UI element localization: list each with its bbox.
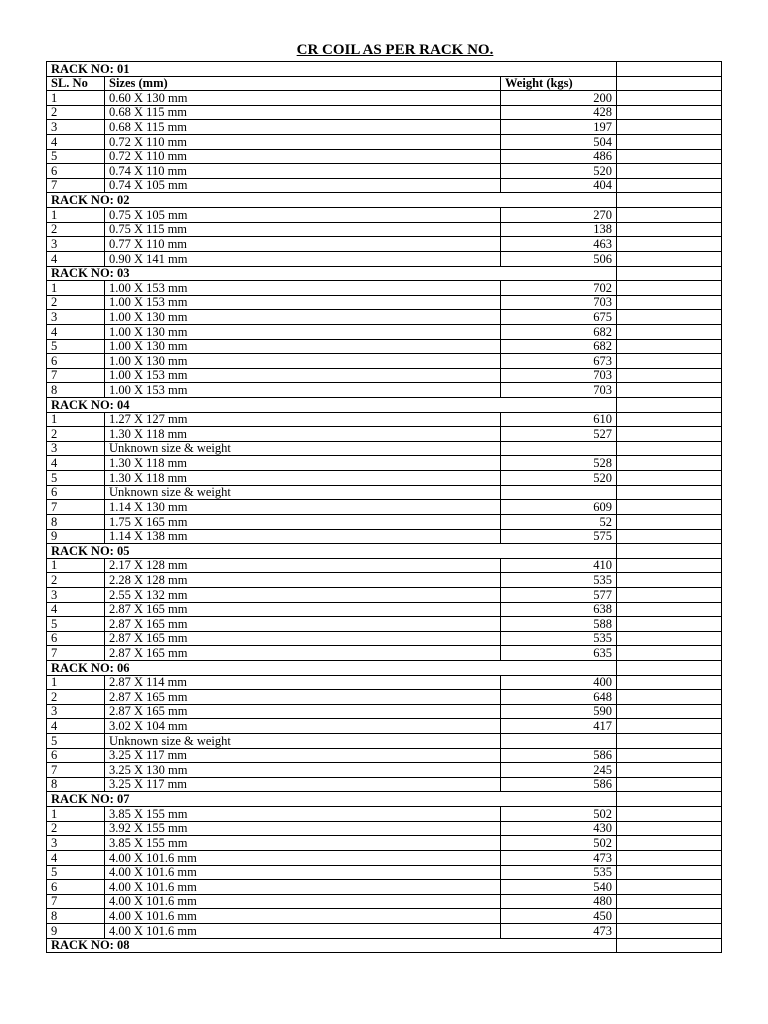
extra-cell [617,602,722,617]
rack-label: RACK NO: 08 [47,938,617,953]
size-cell: Unknown size & weight [105,441,501,456]
table-row [47,135,722,150]
weight-cell: 586 [501,777,617,792]
size-cell: 3.25 X 130 mm [105,763,501,778]
extra-cell [617,339,722,354]
size-cell: 1.00 X 153 mm [105,281,501,296]
weight-cell [501,441,617,456]
size-cell: 3.25 X 117 mm [105,777,501,792]
extra-cell [617,690,722,705]
sl-cell: 3 [47,120,105,135]
weight-cell: 504 [501,135,617,150]
weight-cell: 610 [501,412,617,427]
sl-cell: 6 [47,748,105,763]
size-cell: 0.72 X 110 mm [105,149,501,164]
sl-cell: 5 [47,149,105,164]
extra-cell [617,777,722,792]
sl-cell: 3 [47,310,105,325]
table-row [47,734,722,749]
weight-cell: 535 [501,631,617,646]
size-cell: 0.60 X 130 mm [105,91,501,106]
size-cell: 1.00 X 130 mm [105,339,501,354]
extra-cell [617,471,722,486]
table-row [47,514,722,529]
extra-cell [617,763,722,778]
sl-cell: 7 [47,500,105,515]
extra-cell [617,120,722,135]
sl-cell: 1 [47,558,105,573]
table-row [47,836,722,851]
sl-cell: 8 [47,514,105,529]
sl-cell: 9 [47,923,105,938]
table-row [47,339,722,354]
size-cell: 2.87 X 165 mm [105,617,501,632]
size-cell: 0.68 X 115 mm [105,120,501,135]
weight-cell: 486 [501,149,617,164]
size-cell: 3.85 X 155 mm [105,836,501,851]
size-cell: Unknown size & weight [105,485,501,500]
table-row [47,690,722,705]
table-row [47,164,722,179]
sl-cell: 6 [47,631,105,646]
extra-cell [617,573,722,588]
weight-cell: 52 [501,514,617,529]
rack-extra-cell [617,660,722,675]
table-row [47,617,722,632]
weight-cell: 463 [501,237,617,252]
weight-cell: 138 [501,222,617,237]
weight-cell: 197 [501,120,617,135]
extra-cell [617,529,722,544]
size-cell: 2.55 X 132 mm [105,587,501,602]
sl-cell: 5 [47,617,105,632]
rack-extra-cell [617,193,722,208]
weight-cell: 506 [501,251,617,266]
rack-extra-cell [617,398,722,413]
sl-cell: 7 [47,894,105,909]
rack-label: RACK NO: 07 [47,792,617,807]
table-row [47,909,722,924]
size-cell: 2.87 X 165 mm [105,704,501,719]
page-title: CR COIL AS PER RACK NO. [296,42,494,58]
size-cell: 1.14 X 138 mm [105,529,501,544]
size-cell: 1.00 X 153 mm [105,295,501,310]
extra-cell [617,324,722,339]
extra-cell [617,427,722,442]
table-row [47,704,722,719]
table-row [47,602,722,617]
table-row [47,412,722,427]
size-cell: 2.17 X 128 mm [105,558,501,573]
size-cell: 0.74 X 110 mm [105,164,501,179]
size-cell: 4.00 X 101.6 mm [105,850,501,865]
table-row [47,105,722,120]
extra-cell [617,850,722,865]
extra-cell [617,587,722,602]
weight-cell: 540 [501,880,617,895]
extra-cell [617,675,722,690]
table-row [47,251,722,266]
sl-cell: 8 [47,909,105,924]
table-row [47,383,722,398]
size-cell: 0.75 X 105 mm [105,208,501,223]
extra-cell [617,865,722,880]
sl-cell: 2 [47,105,105,120]
column-header-extra [617,76,722,91]
size-cell: 2.28 X 128 mm [105,573,501,588]
sl-cell: 3 [47,836,105,851]
weight-cell [501,485,617,500]
weight-cell: 410 [501,558,617,573]
rack-header-row [47,193,722,208]
sl-cell: 4 [47,456,105,471]
extra-cell [617,500,722,515]
extra-cell [617,149,722,164]
table-row [47,295,722,310]
extra-cell [617,617,722,632]
sl-cell: 4 [47,719,105,734]
size-cell: 4.00 X 101.6 mm [105,894,501,909]
size-cell: 1.00 X 153 mm [105,368,501,383]
rack-label: RACK NO: 04 [47,398,617,413]
weight-cell: 648 [501,690,617,705]
size-cell: 0.72 X 110 mm [105,135,501,150]
table-row [47,821,722,836]
table-row [47,894,722,909]
rack-header-row [47,660,722,675]
size-cell: 1.00 X 130 mm [105,324,501,339]
rack-label: RACK NO: 01 [47,62,617,77]
sl-cell: 1 [47,807,105,822]
size-cell: 3.02 X 104 mm [105,719,501,734]
weight-cell: 575 [501,529,617,544]
extra-cell [617,485,722,500]
size-cell: 4.00 X 101.6 mm [105,909,501,924]
sl-cell: 4 [47,135,105,150]
weight-cell: 635 [501,646,617,661]
sl-cell: 3 [47,704,105,719]
extra-cell [617,734,722,749]
extra-cell [617,164,722,179]
table-row [47,120,722,135]
rack-label: RACK NO: 03 [47,266,617,281]
sl-cell: 1 [47,208,105,223]
sl-cell: 3 [47,587,105,602]
sl-cell: 5 [47,471,105,486]
weight-cell: 404 [501,178,617,193]
sl-cell: 5 [47,734,105,749]
sl-cell: 2 [47,295,105,310]
sl-cell: 1 [47,675,105,690]
weight-cell: 473 [501,923,617,938]
extra-cell [617,281,722,296]
extra-cell [617,295,722,310]
extra-cell [617,923,722,938]
extra-cell [617,354,722,369]
rack-extra-cell [617,938,722,953]
extra-cell [617,412,722,427]
weight-cell: 417 [501,719,617,734]
weight-cell: 703 [501,295,617,310]
sl-cell: 6 [47,354,105,369]
weight-cell: 638 [501,602,617,617]
rack-label: RACK NO: 02 [47,193,617,208]
column-header-row [47,76,722,91]
weight-cell: 535 [501,573,617,588]
table-row [47,777,722,792]
size-cell: 2.87 X 165 mm [105,602,501,617]
sl-cell: 8 [47,383,105,398]
extra-cell [617,631,722,646]
size-cell: 1.30 X 118 mm [105,427,501,442]
rack-extra-cell [617,62,722,77]
extra-cell [617,368,722,383]
sl-cell: 2 [47,427,105,442]
size-cell: 1.27 X 127 mm [105,412,501,427]
sl-cell: 5 [47,865,105,880]
table-row [47,485,722,500]
table-row [47,208,722,223]
extra-cell [617,237,722,252]
weight-cell: 703 [501,383,617,398]
weight-cell: 520 [501,471,617,486]
table-row [47,850,722,865]
table-row [47,149,722,164]
sl-cell: 4 [47,602,105,617]
table-row [47,865,722,880]
extra-cell [617,222,722,237]
sl-cell: 3 [47,441,105,456]
size-cell: 2.87 X 165 mm [105,631,501,646]
table-row [47,368,722,383]
column-header-weight: Weight (kgs) [501,76,617,91]
rack-extra-cell [617,792,722,807]
table-row [47,456,722,471]
rack-header-row [47,938,722,953]
weight-cell: 200 [501,91,617,106]
rack-header-row [47,62,722,77]
extra-cell [617,208,722,223]
sl-cell: 2 [47,573,105,588]
extra-cell [617,310,722,325]
extra-cell [617,558,722,573]
extra-cell [617,909,722,924]
weight-cell: 702 [501,281,617,296]
table-row [47,558,722,573]
size-cell: 0.75 X 115 mm [105,222,501,237]
size-cell: 1.00 X 130 mm [105,310,501,325]
extra-cell [617,880,722,895]
table-row [47,587,722,602]
table-row [47,646,722,661]
sl-cell: 7 [47,763,105,778]
weight-cell: 270 [501,208,617,223]
extra-cell [617,178,722,193]
sl-cell: 7 [47,178,105,193]
sl-cell: 6 [47,164,105,179]
extra-cell [617,836,722,851]
rack-header-row [47,544,722,559]
sl-cell: 6 [47,485,105,500]
table-row [47,748,722,763]
size-cell: 2.87 X 165 mm [105,646,501,661]
table-row [47,91,722,106]
sl-cell: 3 [47,237,105,252]
sl-cell: 4 [47,251,105,266]
table-row [47,222,722,237]
table-row [47,500,722,515]
weight-cell: 588 [501,617,617,632]
weight-cell: 480 [501,894,617,909]
weight-cell [501,734,617,749]
size-cell: 1.00 X 153 mm [105,383,501,398]
table-row [47,178,722,193]
size-cell: 1.75 X 165 mm [105,514,501,529]
extra-cell [617,719,722,734]
table-row [47,310,722,325]
weight-cell: 703 [501,368,617,383]
rack-table [46,61,722,953]
weight-cell: 609 [501,500,617,515]
table-row [47,441,722,456]
size-cell: 0.90 X 141 mm [105,251,501,266]
extra-cell [617,514,722,529]
size-cell: 0.77 X 110 mm [105,237,501,252]
extra-cell [617,383,722,398]
weight-cell: 527 [501,427,617,442]
column-header-size: Sizes (mm) [105,76,501,91]
table-row [47,631,722,646]
table-row [47,237,722,252]
size-cell: 4.00 X 101.6 mm [105,923,501,938]
rack-header-row [47,398,722,413]
weight-cell: 682 [501,339,617,354]
extra-cell [617,821,722,836]
extra-cell [617,135,722,150]
weight-cell: 535 [501,865,617,880]
size-cell: 4.00 X 101.6 mm [105,880,501,895]
weight-cell: 673 [501,354,617,369]
weight-cell: 245 [501,763,617,778]
weight-cell: 520 [501,164,617,179]
weight-cell: 450 [501,909,617,924]
weight-cell: 502 [501,807,617,822]
rack-header-row [47,792,722,807]
sl-cell: 9 [47,529,105,544]
weight-cell: 473 [501,850,617,865]
weight-cell: 590 [501,704,617,719]
size-cell: 1.00 X 130 mm [105,354,501,369]
sl-cell: 7 [47,368,105,383]
extra-cell [617,251,722,266]
size-cell: 2.87 X 165 mm [105,690,501,705]
table-row [47,529,722,544]
extra-cell [617,441,722,456]
sl-cell: 2 [47,222,105,237]
rack-label: RACK NO: 06 [47,660,617,675]
table-row [47,427,722,442]
table-row [47,880,722,895]
table-row [47,675,722,690]
sl-cell: 4 [47,850,105,865]
weight-cell: 682 [501,324,617,339]
extra-cell [617,748,722,763]
size-cell: 2.87 X 114 mm [105,675,501,690]
extra-cell [617,704,722,719]
weight-cell: 577 [501,587,617,602]
size-cell: Unknown size & weight [105,734,501,749]
rack-label: RACK NO: 05 [47,544,617,559]
column-header-sl: SL. No [47,76,105,91]
extra-cell [617,646,722,661]
table-row [47,573,722,588]
size-cell: 1.14 X 130 mm [105,500,501,515]
extra-cell [617,894,722,909]
size-cell: 0.68 X 115 mm [105,105,501,120]
weight-cell: 400 [501,675,617,690]
extra-cell [617,91,722,106]
sl-cell: 6 [47,880,105,895]
weight-cell: 528 [501,456,617,471]
sl-cell: 8 [47,777,105,792]
sl-cell: 7 [47,646,105,661]
table-row [47,471,722,486]
sl-cell: 2 [47,821,105,836]
weight-cell: 586 [501,748,617,763]
weight-cell: 430 [501,821,617,836]
table-row [47,807,722,822]
extra-cell [617,105,722,120]
rack-header-row [47,266,722,281]
sl-cell: 1 [47,91,105,106]
size-cell: 1.30 X 118 mm [105,456,501,471]
table-row [47,763,722,778]
rack-extra-cell [617,544,722,559]
table-row [47,923,722,938]
weight-cell: 502 [501,836,617,851]
size-cell: 3.92 X 155 mm [105,821,501,836]
table-row [47,281,722,296]
table-row [47,354,722,369]
table-row [47,719,722,734]
rack-extra-cell [617,266,722,281]
sl-cell: 4 [47,324,105,339]
sl-cell: 2 [47,690,105,705]
extra-cell [617,456,722,471]
table-row [47,324,722,339]
sl-cell: 5 [47,339,105,354]
size-cell: 0.74 X 105 mm [105,178,501,193]
size-cell: 4.00 X 101.6 mm [105,865,501,880]
extra-cell [617,807,722,822]
weight-cell: 675 [501,310,617,325]
weight-cell: 428 [501,105,617,120]
size-cell: 3.25 X 117 mm [105,748,501,763]
size-cell: 1.30 X 118 mm [105,471,501,486]
size-cell: 3.85 X 155 mm [105,807,501,822]
sl-cell: 1 [47,281,105,296]
sl-cell: 1 [47,412,105,427]
